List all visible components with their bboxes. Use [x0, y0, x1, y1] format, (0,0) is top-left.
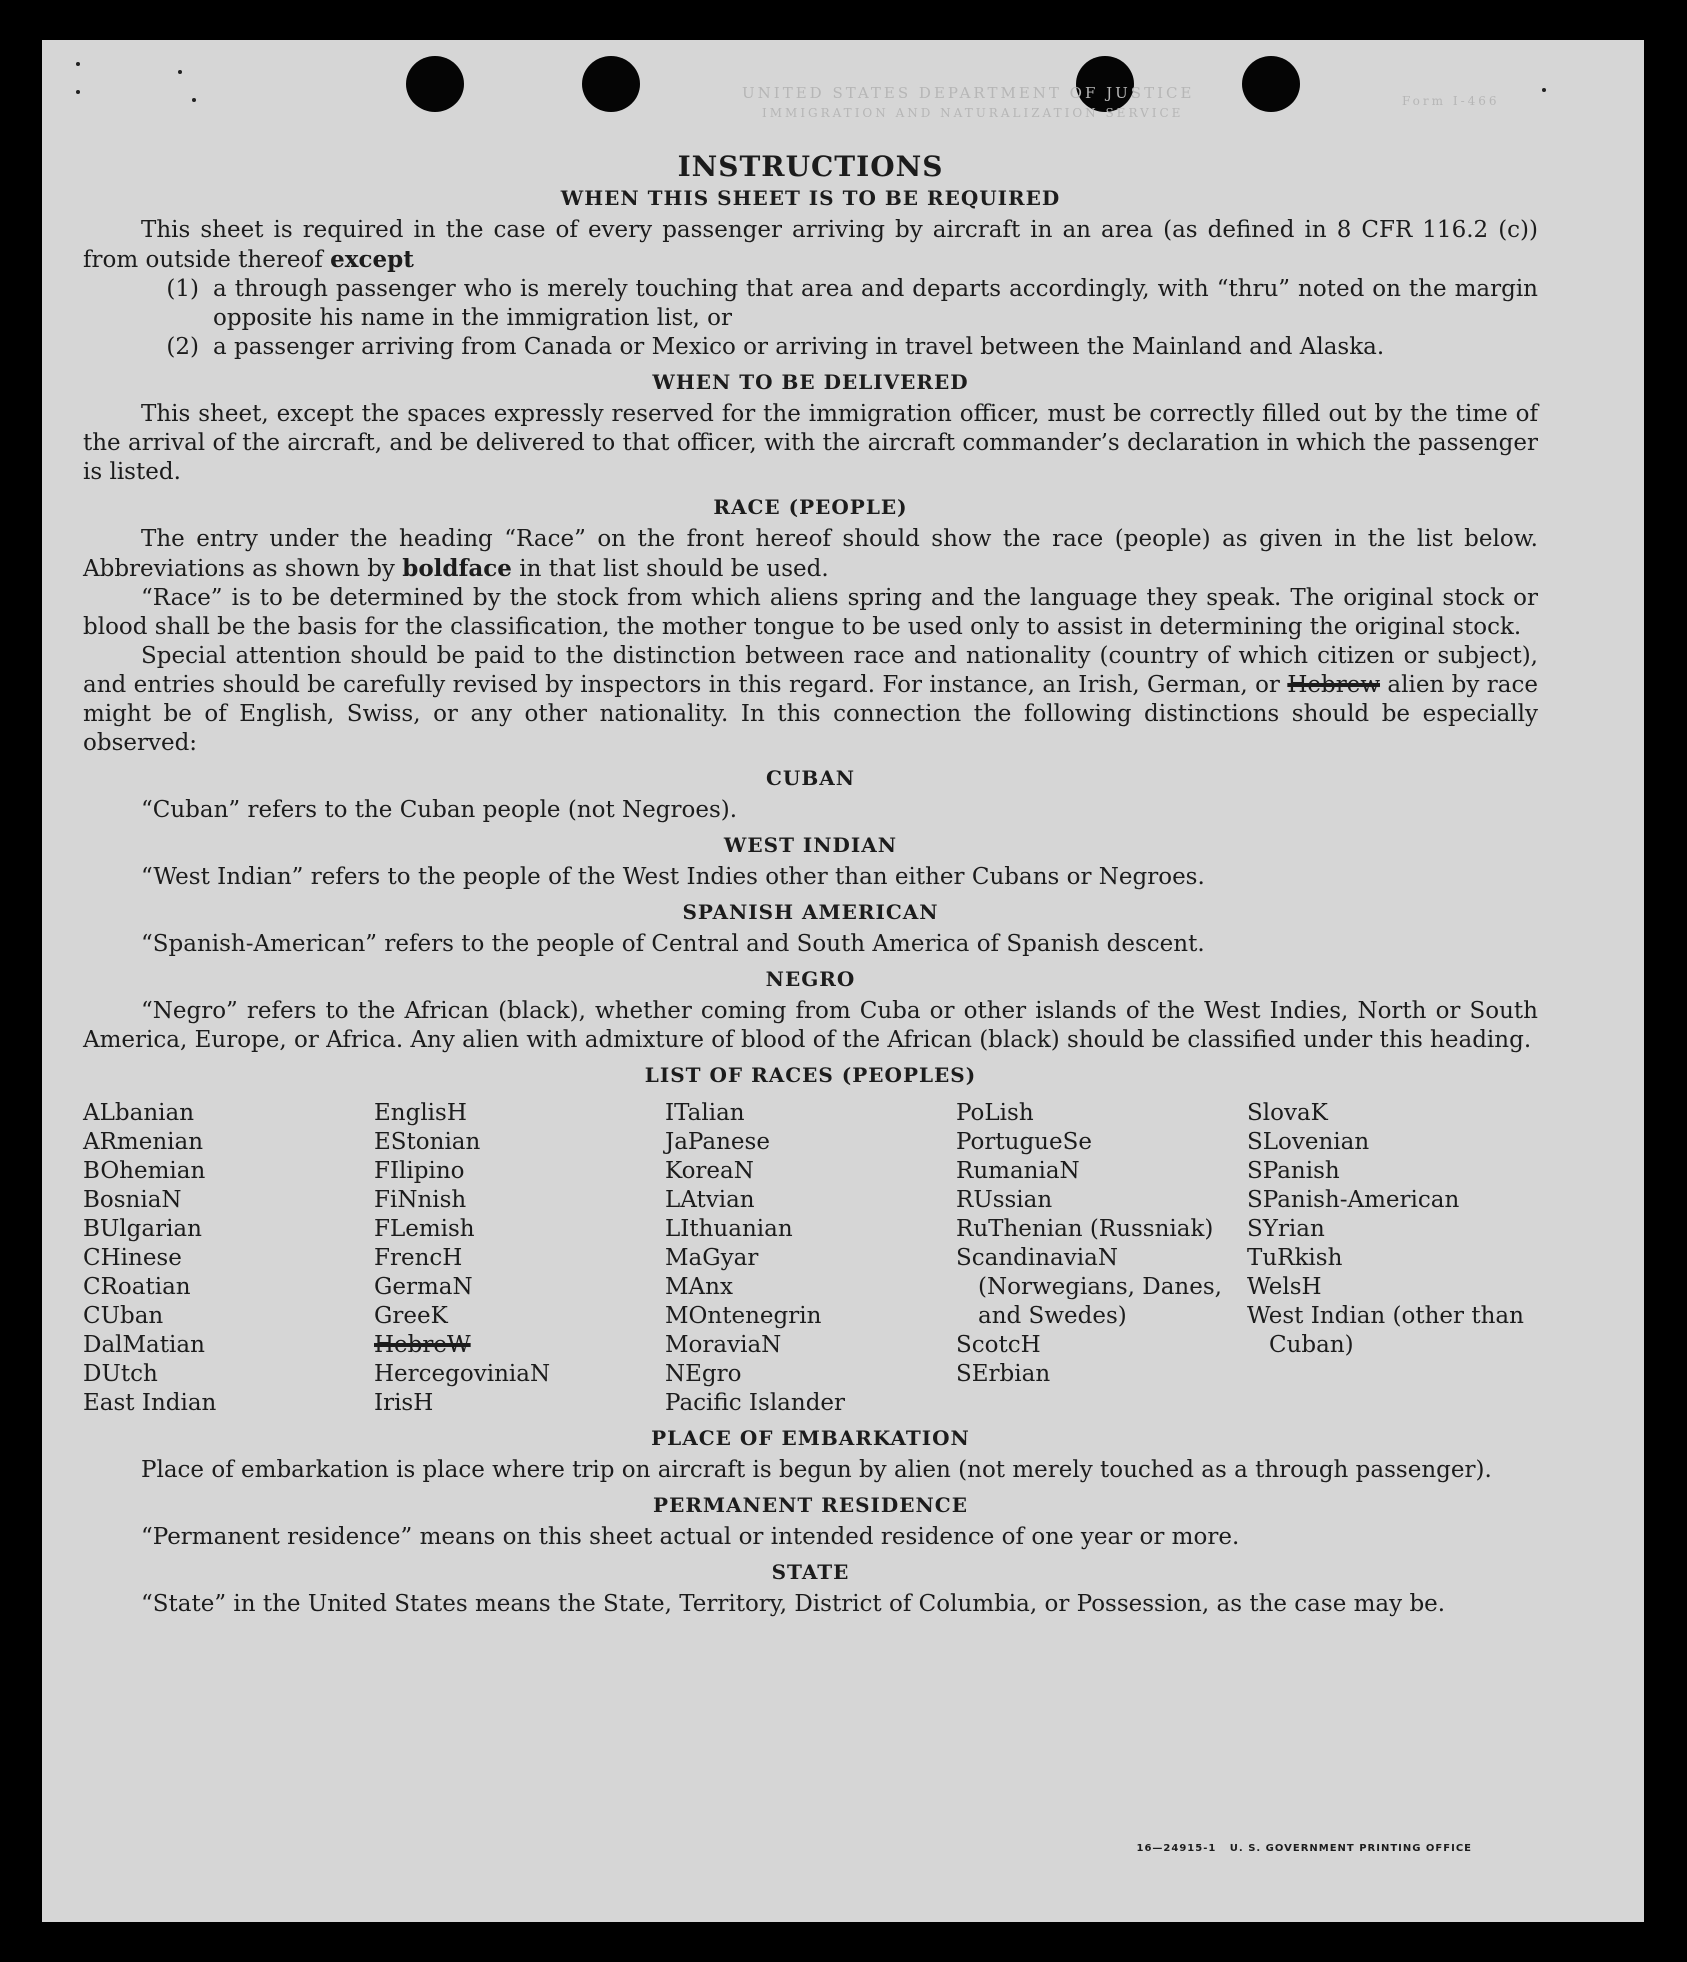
instructions-body: [83, 150, 1538, 1619]
race-entry: CRoatian: [83, 1274, 191, 1300]
punch-hole: [582, 56, 640, 112]
race-entry: BOhemian: [83, 1158, 206, 1184]
punch-hole: [1242, 56, 1300, 112]
race-entry: BUlgarian: [83, 1216, 202, 1242]
race-entry: FrencH: [374, 1245, 463, 1271]
race-entry: DalMatian: [83, 1332, 205, 1358]
heading-when-delivered: WHEN TO BE DELIVERED: [652, 370, 969, 394]
race-entry: WelsH: [1247, 1274, 1322, 1300]
document-page: [42, 40, 1644, 1922]
race-entry: FLemish: [374, 1216, 475, 1242]
race-entry: MoraviaN: [665, 1332, 782, 1358]
list-item: (1) a through passenger who is merely touching that area and departs accordingly, with “thru” noted on the margin opposite his name in the immigration list, or: [166, 276, 1538, 331]
race-entry: ScandinaviaN (Norwegians, Danes, and Swedes): [956, 1245, 1222, 1329]
race-entry: East Indian: [83, 1390, 217, 1416]
race-entry: DUtch: [83, 1361, 158, 1387]
race-entry: FIlipino: [374, 1158, 465, 1184]
paragraph-permanent-residence: “Permanent residence” means on this sheet actual or intended residence of one year or more.: [141, 1524, 1240, 1550]
heading-when-required: WHEN THIS SHEET IS TO BE REQUIRED: [560, 186, 1061, 210]
race-entry: GreeK: [374, 1303, 448, 1329]
race-entry: TuRkish: [1247, 1245, 1343, 1271]
race-entry: Pacific Islander: [665, 1390, 846, 1416]
bleed-through-subheader: IMMIGRATION AND NATURALIZATION SERVICE: [762, 106, 1184, 120]
paragraph-west-indian: “West Indian” refers to the people of the West Indies other than either Cubans or Negroes.: [141, 864, 1205, 890]
races-column: [956, 1099, 1247, 1418]
race-entry: MOntenegrin: [665, 1303, 822, 1329]
race-entry: IrisH: [374, 1390, 434, 1416]
race-entry: SYrian: [1247, 1216, 1325, 1242]
race-entry: HebreW: [374, 1332, 471, 1358]
race-entry: LIthuanian: [665, 1216, 793, 1242]
speck: [1542, 88, 1546, 92]
heading-race: RACE (PEOPLE): [713, 495, 908, 519]
races-list: [83, 1099, 1538, 1418]
heading-list-of-races: LIST OF RACES (PEOPLES): [644, 1063, 977, 1087]
race-entry: PoLish: [956, 1100, 1034, 1126]
bleed-through-form-number: Form I-466: [1402, 94, 1500, 108]
paragraph-spanish-american: “Spanish-American” refers to the people of Central and South America of Spanish descent.: [141, 931, 1205, 957]
speck: [76, 62, 80, 66]
race-entry: RumaniaN: [956, 1158, 1080, 1184]
race-entry: SPanish-American: [1247, 1187, 1460, 1213]
bleed-through-header: UNITED STATES DEPARTMENT OF JUSTICE: [742, 84, 1195, 102]
paragraph-delivered: This sheet, except the spaces expressly reserved for the immigration officer, must be correctly filled out by the time of the arrival of the aircraft, and be delivered to that officer, with the aircraft commander’s declaration in which the passenger is listed.: [83, 401, 1538, 485]
race-entry: SPanish: [1247, 1158, 1340, 1184]
heading-permanent-residence: PERMANENT RESIDENCE: [653, 1493, 968, 1517]
race-entry: ARmenian: [83, 1129, 204, 1155]
races-column: [665, 1099, 956, 1418]
race-entry: SlovaK: [1247, 1100, 1328, 1126]
race-entry: NEgro: [665, 1361, 742, 1387]
race-entry: ITalian: [665, 1100, 745, 1126]
race-entry: EnglisH: [374, 1100, 467, 1126]
race-entry: KoreaN: [665, 1158, 754, 1184]
heading-cuban: CUBAN: [765, 766, 856, 790]
page-title: INSTRUCTIONS: [677, 150, 944, 183]
race-entry: LAtvian: [665, 1187, 755, 1213]
race-entry: ALbanian: [83, 1100, 195, 1126]
race-entry: EStonian: [374, 1129, 481, 1155]
footer-imprint: [1137, 1843, 1472, 1854]
punch-hole: [406, 56, 464, 112]
race-entry: MAnx: [665, 1274, 733, 1300]
race-entry: RUssian: [956, 1187, 1053, 1213]
race-entry: RuThenian (Russniak): [956, 1216, 1214, 1242]
race-entry: MaGyar: [665, 1245, 759, 1271]
heading-negro: NEGRO: [765, 967, 856, 991]
races-column: [83, 1099, 374, 1418]
races-column: [374, 1099, 665, 1418]
heading-spanish-american: SPANISH AMERICAN: [682, 900, 939, 924]
heading-embarkation: PLACE OF EMBARKATION: [651, 1426, 970, 1450]
race-entry: CHinese: [83, 1245, 182, 1271]
races-column: [1247, 1099, 1538, 1418]
paragraph-required: This sheet is required in the case of every passenger arriving by aircraft in an area (as defined in 8 CFR 116.2 (c)) from outside thereof except: [83, 217, 1538, 273]
heading-state: STATE: [771, 1560, 850, 1584]
list-item: (2) a passenger arriving from Canada or Mexico or arriving in travel between the Mainland and Alaska.: [166, 334, 1385, 360]
race-entry: SErbian: [956, 1361, 1051, 1387]
race-entry: BosniaN: [83, 1187, 182, 1213]
paragraph-negro: “Negro” refers to the African (black), whether coming from Cuba or other islands of the West Indies, North or South America, Europe, or Africa. Any alien with admixture of blood of the African (black) should be classified under this heading.: [83, 998, 1538, 1053]
race-entry: PortugueSe: [956, 1129, 1092, 1155]
paragraph-cuban: “Cuban” refers to the Cuban people (not Negroes).: [141, 797, 738, 823]
race-entry: HercegoviniaN: [374, 1361, 551, 1387]
paragraph-race-1: The entry under the heading “Race” on the front hereof should show the race (people) as given in the list below. Abbreviations as shown by boldface in that list should be used.: [83, 526, 1538, 582]
speck: [192, 98, 196, 102]
race-entry: SLovenian: [1247, 1129, 1370, 1155]
speck: [76, 90, 80, 94]
race-entry: JaPanese: [665, 1129, 770, 1155]
race-entry: FiNnish: [374, 1187, 467, 1213]
form-code: 16—24915-1: [1136, 1843, 1217, 1854]
speck: [178, 70, 182, 74]
paragraph-state: “State” in the United States means the State, Territory, District of Columbia, or Possession, as the case may be.: [141, 1591, 1446, 1617]
printer-imprint: U. S. GOVERNMENT PRINTING OFFICE: [1229, 1843, 1472, 1854]
race-entry: GermaN: [374, 1274, 473, 1300]
race-entry: CUban: [83, 1303, 164, 1329]
struck-word: Hebrew: [1287, 672, 1381, 698]
race-entry: ScotcH: [956, 1332, 1041, 1358]
paragraph-race-2: “Race” is to be determined by the stock from which aliens spring and the language they speak. The original stock or blood shall be the basis for the classification, the mother tongue to be used only to assist in determining the original stock.: [83, 585, 1538, 640]
race-entry: West Indian (other than Cuban): [1247, 1303, 1524, 1358]
heading-west-indian: WEST INDIAN: [723, 833, 898, 857]
paragraph-embarkation: Place of embarkation is place where trip on aircraft is begun by alien (not merely touched as a through passenger).: [141, 1457, 1492, 1483]
paragraph-race-3: Special attention should be paid to the distinction between race and nationality (country of which citizen or subject), and entries should be carefully revised by inspectors in this regard. For instance, an Irish, German, or Hebrew alien by race might be of English, Swiss, or any other nationality. In this connection the following distinctions should be especially observed:: [83, 643, 1539, 756]
